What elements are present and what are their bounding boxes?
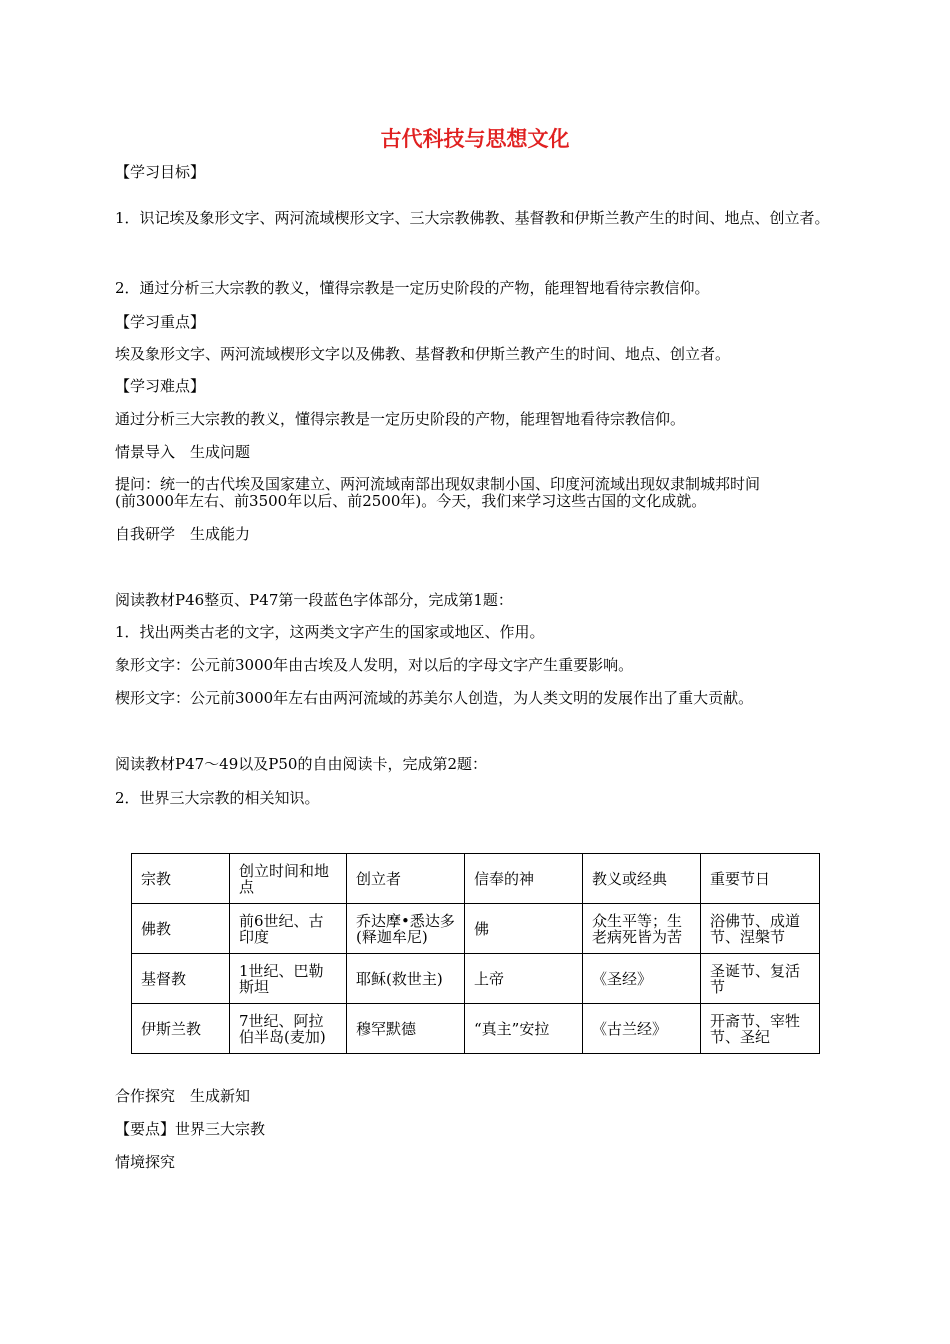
- table-cell: 《古兰经》: [583, 1004, 701, 1054]
- question-line-1: 提问：统一的古代埃及国家建立、两河流域南部出现奴隶制小国、印度河流域出现奴隶制城邦时间: [115, 475, 761, 493]
- scenario-heading: 情境探究: [115, 1153, 176, 1171]
- table-cell: 《圣经》: [583, 954, 701, 1004]
- hieroglyph-answer: 象形文字：公元前3000年由古埃及人发明，对以后的字母文字产生重要影响。: [115, 656, 634, 674]
- table-cell: 圣诞节、复活节: [701, 954, 820, 1004]
- table-row: [132, 954, 820, 1004]
- table-cell: “真主”安拉: [465, 1004, 583, 1054]
- intro-heading: 情景导入 生成问题: [115, 443, 251, 461]
- header-cell: 宗教: [132, 854, 230, 904]
- table-cell: 上帝: [465, 954, 583, 1004]
- header-cell: 教义或经典: [583, 854, 701, 904]
- table-header-row: [132, 854, 820, 904]
- self-study-heading: 自我研学 生成能力: [115, 525, 251, 543]
- table-row: [132, 904, 820, 954]
- task-2: 2．世界三大宗教的相关知识。: [115, 789, 320, 807]
- question-line-2: (前3000年左右、前3500年以后、前2500年)。今天，我们来学习这些古国的文化成就。: [115, 492, 707, 510]
- cuneiform-answer: 楔形文字：公元前3000年左右由两河流域的苏美尔人创造，为人类文明的发展作出了重大贡献。: [115, 689, 754, 707]
- coop-heading: 合作探究 生成新知: [115, 1087, 251, 1105]
- table-cell: 伊斯兰教: [132, 1004, 230, 1054]
- difficulty-text: 通过分析三大宗教的教义，懂得宗教是一定历史阶段的产物，能理智地看待宗教信仰。: [115, 410, 686, 428]
- keypoint: 【要点】世界三大宗教: [115, 1120, 266, 1138]
- goal-1: 1．识记埃及象形文字、两河流域楔形文字、三大宗教佛教、基督教和伊斯兰教产生的时间、地点、创立者。: [115, 209, 830, 227]
- table-cell: 乔达摩•悉达多(释迦牟尼): [347, 904, 465, 954]
- table-cell: 基督教: [132, 954, 230, 1004]
- header-cell: 重要节日: [701, 854, 820, 904]
- religions-table: [131, 853, 820, 1054]
- table-cell: 前6世纪、古印度: [230, 904, 347, 954]
- table-cell: 1世纪、巴勒斯坦: [230, 954, 347, 1004]
- table-cell: 佛: [465, 904, 583, 954]
- table-cell: 佛教: [132, 904, 230, 954]
- goal-heading: 【学习目标】: [115, 163, 206, 181]
- table-cell: 开斋节、宰牲节、圣纪: [701, 1004, 820, 1054]
- reading-instruction-2: 阅读教材P47～49以及P50的自由阅读卡，完成第2题：: [115, 755, 487, 773]
- table-cell: 穆罕默德: [347, 1004, 465, 1054]
- table-cell: 浴佛节、成道节、涅槃节: [701, 904, 820, 954]
- table-cell: 耶稣(救世主): [347, 954, 465, 1004]
- focus-heading: 【学习重点】: [115, 313, 206, 331]
- page-title: 古代科技与思想文化: [380, 127, 570, 151]
- header-cell: 创立者: [347, 854, 465, 904]
- header-cell: 创立时间和地点: [230, 854, 347, 904]
- header-cell: 信奉的神: [465, 854, 583, 904]
- table-cell: 众生平等；生老病死皆为苦: [583, 904, 701, 954]
- difficulty-heading: 【学习难点】: [115, 377, 206, 395]
- goal-2: 2．通过分析三大宗教的教义，懂得宗教是一定历史阶段的产物，能理智地看待宗教信仰。: [115, 279, 710, 297]
- focus-text: 埃及象形文字、两河流域楔形文字以及佛教、基督教和伊斯兰教产生的时间、地点、创立者。: [115, 345, 731, 363]
- table-row: [132, 1004, 820, 1054]
- reading-instruction-1: 阅读教材P46整页、P47第一段蓝色字体部分，完成第1题：: [115, 591, 513, 609]
- table-cell: 7世纪、阿拉伯半岛(麦加): [230, 1004, 347, 1054]
- task-1: 1．找出两类古老的文字，这两类文字产生的国家或地区、作用。: [115, 623, 545, 641]
